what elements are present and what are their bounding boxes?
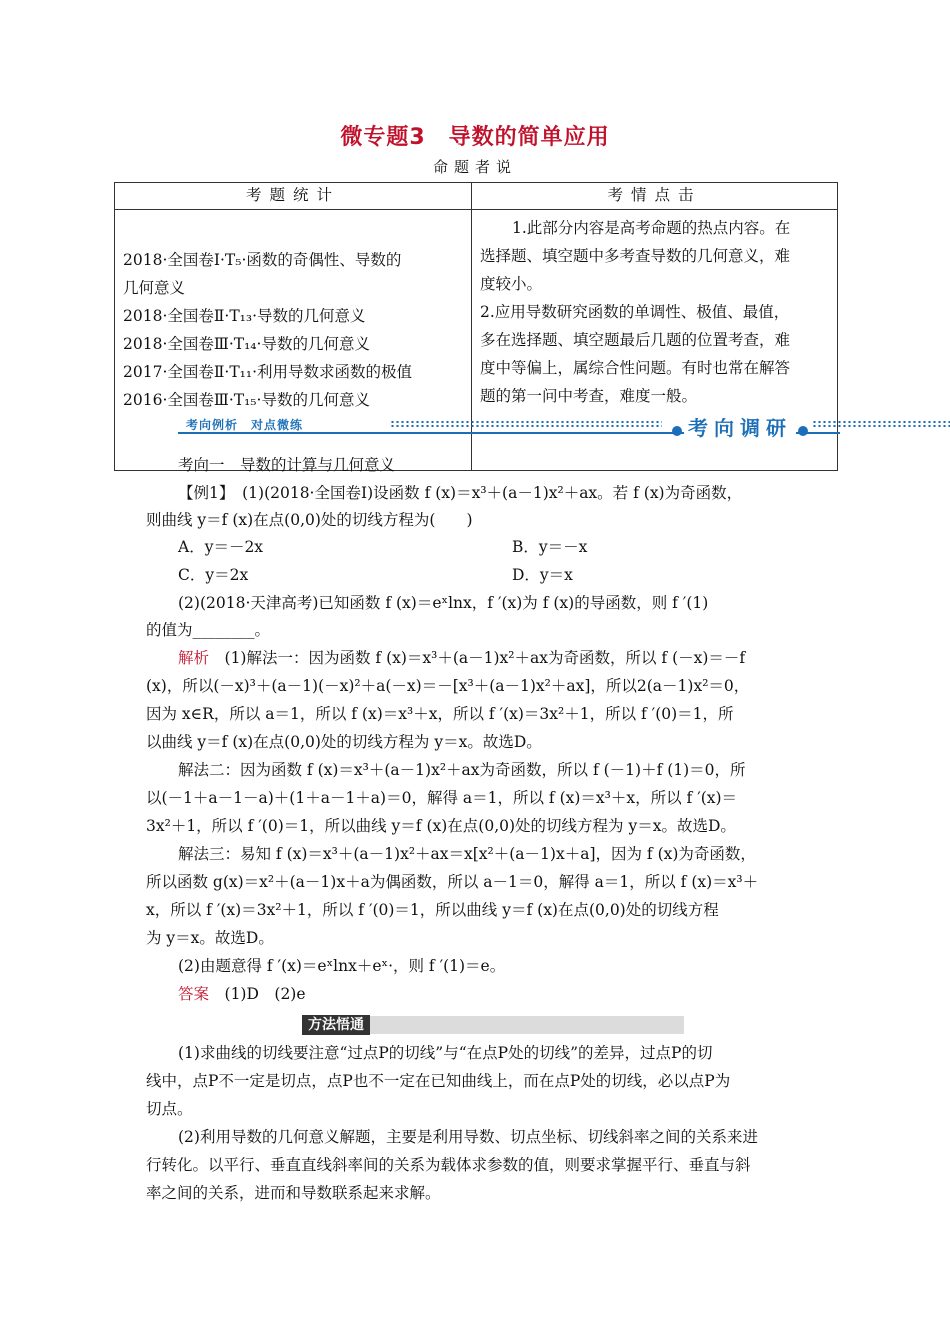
exam-line: 2018·全国卷Ⅱ·T₁₃·导数的几何意义 xyxy=(123,307,366,325)
method-line: 线中，点P不一定是切点，点P也不一定在已知曲线上，而在点P处的切线，必以点P为 xyxy=(146,1072,731,1090)
exam-line: 2017·全国卷Ⅱ·T₁₁·利用导数求函数的极值 xyxy=(123,363,413,381)
section-heading: 考向一 导数的计算与几何意义 xyxy=(178,456,396,474)
page-title: 微专题3 导数的简单应用 xyxy=(340,125,610,150)
analysis-line: 选择题、填空题中多考查导数的几何意义，难 xyxy=(480,247,791,265)
method-banner xyxy=(302,1016,684,1034)
table-header-left: 考题统计 xyxy=(115,183,472,210)
option-c: C．y＝2x xyxy=(178,566,249,584)
banner-dot-icon xyxy=(798,426,808,436)
method-line: (2)利用导数的几何意义解题，主要是利用导数、切点坐标、切线斜率之间的关系来进 xyxy=(178,1128,758,1146)
banner-dots-right xyxy=(812,420,950,428)
page-subtitle: 命题者说 xyxy=(432,158,517,176)
option-d: D．y＝x xyxy=(512,566,573,584)
method-line: 切点。 xyxy=(146,1100,193,1118)
banner-left-label: 考向例析 对点微练 xyxy=(186,418,304,432)
example-line: 【例1】 (1)(2018·全国卷Ⅰ)设函数 f (x)＝x³＋(a－1)x²＋ax。若 f (x)为奇函数， xyxy=(178,484,743,502)
banner-dots-left xyxy=(390,420,662,428)
answer-label: 答案 xyxy=(178,985,210,1003)
solution-line: 解析 (1)解法一：因为函数 f (x)＝x³＋(a－1)x²＋ax为奇函数，所以 f (－x)＝－f xyxy=(178,649,746,667)
analysis-line: 2.应用导数研究函数的单调性、极值、最值， xyxy=(480,303,790,321)
banner-title: 考向调研 xyxy=(684,412,796,441)
solution-line: x，所以 f ′(x)＝3x²＋1，所以 f ′(0)＝1，所以曲线 y＝f (x)在点(0,0)处的切线方程 xyxy=(146,901,719,919)
exam-line: 2018·全国卷Ⅲ·T₁₄·导数的几何意义 xyxy=(123,335,370,353)
method-line: 行转化。以平行、垂直直线斜率间的关系为载体求参数的值，则要求掌握平行、垂直与斜 xyxy=(146,1156,751,1174)
analysis-line: 度较小。 xyxy=(480,275,543,293)
solution-line: 以(－1＋a－1－a)＋(1＋a－1＋a)＝0，解得 a＝1，所以 f (x)＝x³＋x，所以 f ′(x)＝ xyxy=(146,789,738,807)
banner-dot-icon xyxy=(672,426,682,436)
solution-label: 解析 xyxy=(178,649,210,667)
solution-line: 为 y＝x。故选D。 xyxy=(146,929,274,947)
table-header-right: 考情点击 xyxy=(472,183,838,210)
analysis-line: 度中等偏上，属综合性问题。有时也常在解答 xyxy=(480,359,791,377)
option-a: A．y＝－2x xyxy=(178,538,264,556)
solution-line: 3x²＋1，所以 f ′(0)＝1，所以曲线 y＝f (x)在点(0,0)处的切线方程为 y＝x。故选D。 xyxy=(146,817,736,835)
solution-line: 解法二：因为函数 f (x)＝x³＋(a－1)x²＋ax为奇函数，所以 f (－1)＋f (1)＝0，所 xyxy=(178,761,746,779)
analysis-line: 多在选择题、填空题最后几题的位置考查，难 xyxy=(480,331,791,349)
exam-line: 2016·全国卷Ⅲ·T₁₅·导数的几何意义 xyxy=(123,391,370,409)
exam-line: 几何意义 xyxy=(123,279,186,297)
solution-line: 因为 x∈R，所以 a＝1，所以 f (x)＝x³＋x，所以 f ′(x)＝3x²＋1，所以 f ′(0)＝1，所 xyxy=(146,705,734,723)
example-line: 的值为________。 xyxy=(146,621,271,639)
section-banner xyxy=(178,412,840,442)
example-line: 则曲线 y＝f (x)在点(0,0)处的切线方程为( ) xyxy=(146,511,473,529)
answer-line: 答案 (1)D (2)e xyxy=(178,985,306,1003)
method-label: 方法悟通 xyxy=(302,1015,370,1035)
exam-line: 2018·全国卷Ⅰ·T₅·函数的奇偶性、导数的 xyxy=(123,251,402,269)
example-line: (2)(2018·天津高考)已知函数 f (x)＝eˣlnx，f ′(x)为 f (x)的导函数，则 f ′(1) xyxy=(178,594,709,612)
solution-line: (2)由题意得 f ′(x)＝eˣlnx＋eˣ·，则 f ′(1)＝e。 xyxy=(178,957,506,975)
solution-line: (x)，所以(－x)³＋(a－1)(－x)²＋a(－x)＝－[x³＋(a－1)x²＋ax]，所以2(a－1)x²＝0， xyxy=(146,677,750,695)
method-line: 率之间的关系，进而和导数联系起来求解。 xyxy=(146,1184,441,1202)
analysis-line: 1.此部分内容是高考命题的热点内容。在 xyxy=(512,219,791,237)
solution-line: 解法三：易知 f (x)＝x³＋(a－1)x²＋ax＝x[x²＋(a－1)x＋a]，因为 f (x)为奇函数， xyxy=(178,845,756,863)
option-b: B．y＝－x xyxy=(512,538,588,556)
analysis-line: 题的第一问中考查，难度一般。 xyxy=(480,387,698,405)
solution-line: 以曲线 y＝f (x)在点(0,0)处的切线方程为 y＝x。故选D。 xyxy=(146,733,542,751)
solution-line: 所以函数 g(x)＝x²＋(a－1)x＋a为偶函数，所以 a－1＝0，解得 a＝1，所以 f (x)＝x³＋ xyxy=(146,873,759,891)
method-line: (1)求曲线的切线要注意“过点P的切线”与“在点P处的切线”的差异，过点P的切 xyxy=(178,1044,713,1062)
